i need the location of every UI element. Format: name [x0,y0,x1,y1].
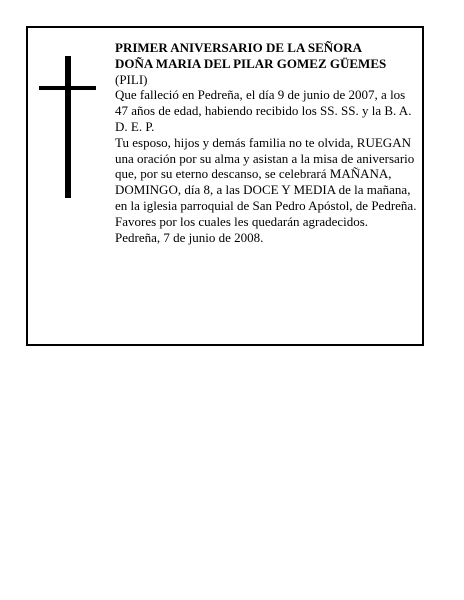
notice-title-line-1: PRIMER ANIVERSARIO DE LA SEÑORA [115,40,363,55]
notice-body [115,40,421,245]
notice-nickname: (PILI) [115,71,148,87]
notice-death-info: Que falleció en Pedreña, el día 9 de junio de 2007, a los 47 años de edad, habiendo recibido los SS. SS. y la B. A. [115,87,412,119]
obituary-notice [26,26,424,346]
cross-vertical-bar [65,56,71,198]
notice-rip: D. E. P. [115,118,155,134]
cross-horizontal-bar [39,86,96,90]
notice-message: Tu esposo, hijos y demás familia no te olvida, RUEGAN una oración por su alma y asistan a la misa de aniversario que, por su eterno descanso, se celebrará MAÑANA, DOMINGO, día 8, a las DOCE Y MEDIA de la mañana, en la iglesia parroquial de San Pedro Apóstol, de Pedreña. Favores por los cuales les quedarán agradecidos. [115,134,417,229]
notice-place-date: Pedreña, 7 de junio de 2008. [115,229,264,245]
notice-title-line-2: DOÑA MARIA DEL PILAR GOMEZ GÜEMES [115,55,387,71]
